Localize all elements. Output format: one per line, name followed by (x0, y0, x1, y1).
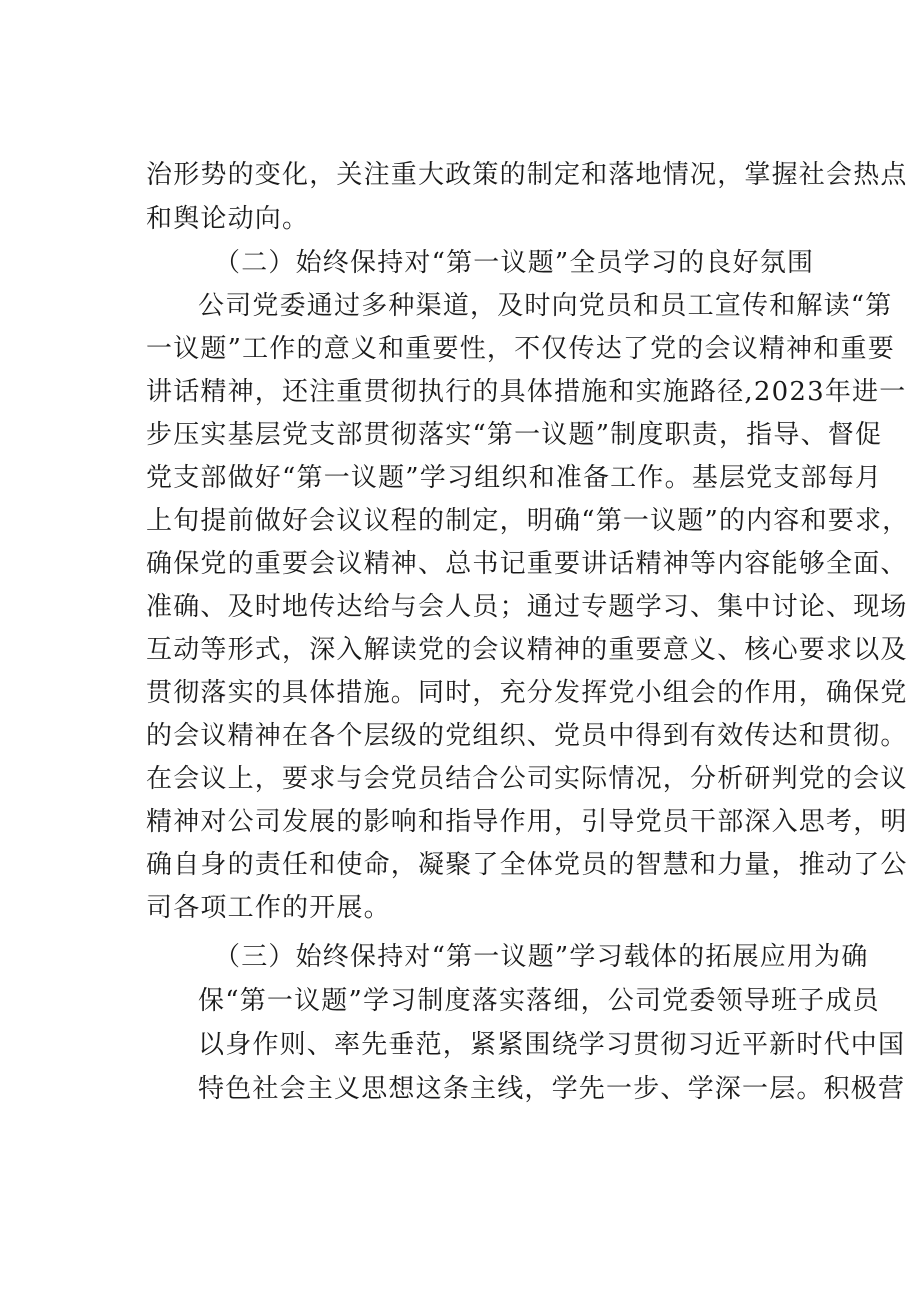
body-line: 公司党委通过多种渠道，及时向党员和员工宣传和解读“第 (198, 291, 893, 321)
body-line: 治形势的变化，关注重大政策的制定和落地情况，掌握社会热点 (146, 160, 908, 190)
body-line: 保“第一议题”学习制度落实落细，公司党委领导班子成员 (198, 986, 880, 1016)
body-line: 和舆论动向。 (146, 204, 310, 234)
body-line: 司各项工作的开展。 (146, 893, 391, 923)
body-line: 贯彻落实的具体措施。同时，充分发挥党小组会的作用，确保党 (146, 678, 908, 708)
body-line: 在会议上，要求与会党员结合公司实际情况，分析研判党的会议 (146, 764, 908, 794)
body-line: 准确、及时地传达给与会人员；通过专题学习、集中讨论、现场 (146, 592, 908, 622)
section-heading-3: （三）始终保持对“第一议题”学习载体的拓展应用为确 (214, 942, 869, 972)
body-line: 党支部做好“第一议题”学习组织和准备工作。基层党支部每月 (146, 463, 883, 493)
body-line: 特色社会主义思想这条主线，学先一步、学深一层。积极营 (198, 1074, 906, 1104)
body-line: 的会议精神在各个层级的党组织、党员中得到有效传达和贯彻。 (146, 721, 908, 751)
body-line: 互动等形式，深入解读党的会议精神的重要意义、核心要求以及 (146, 635, 908, 665)
body-line: 确自身的责任和使命，凝聚了全体党员的智慧和力量，推动了公 (146, 850, 908, 880)
body-line: 讲话精神，还注重贯彻执行的具体措施和实施路径,2023年进一 (146, 377, 907, 407)
body-line: 步压实基层党支部贯彻落实“第一议题”制度职责，指导、督促 (146, 420, 883, 450)
body-line: 上旬提前做好会议议程的制定，明确“第一议题”的内容和要求， (146, 506, 910, 536)
body-line: 确保党的重要会议精神、总书记重要讲话精神等内容能够全面、 (146, 549, 908, 579)
body-line: 精神对公司发展的影响和指导作用，引导党员干部深入思考，明 (146, 807, 908, 837)
section-heading-2: （二）始终保持对“第一议题”全员学习的良好氛围 (214, 248, 815, 278)
body-line: 以身作则、率先垂范，紧紧围绕学习贯彻习近平新时代中国 (198, 1030, 906, 1060)
body-line: 一议题”工作的意义和重要性，不仅传达了党的会议精神和重要 (146, 334, 895, 364)
